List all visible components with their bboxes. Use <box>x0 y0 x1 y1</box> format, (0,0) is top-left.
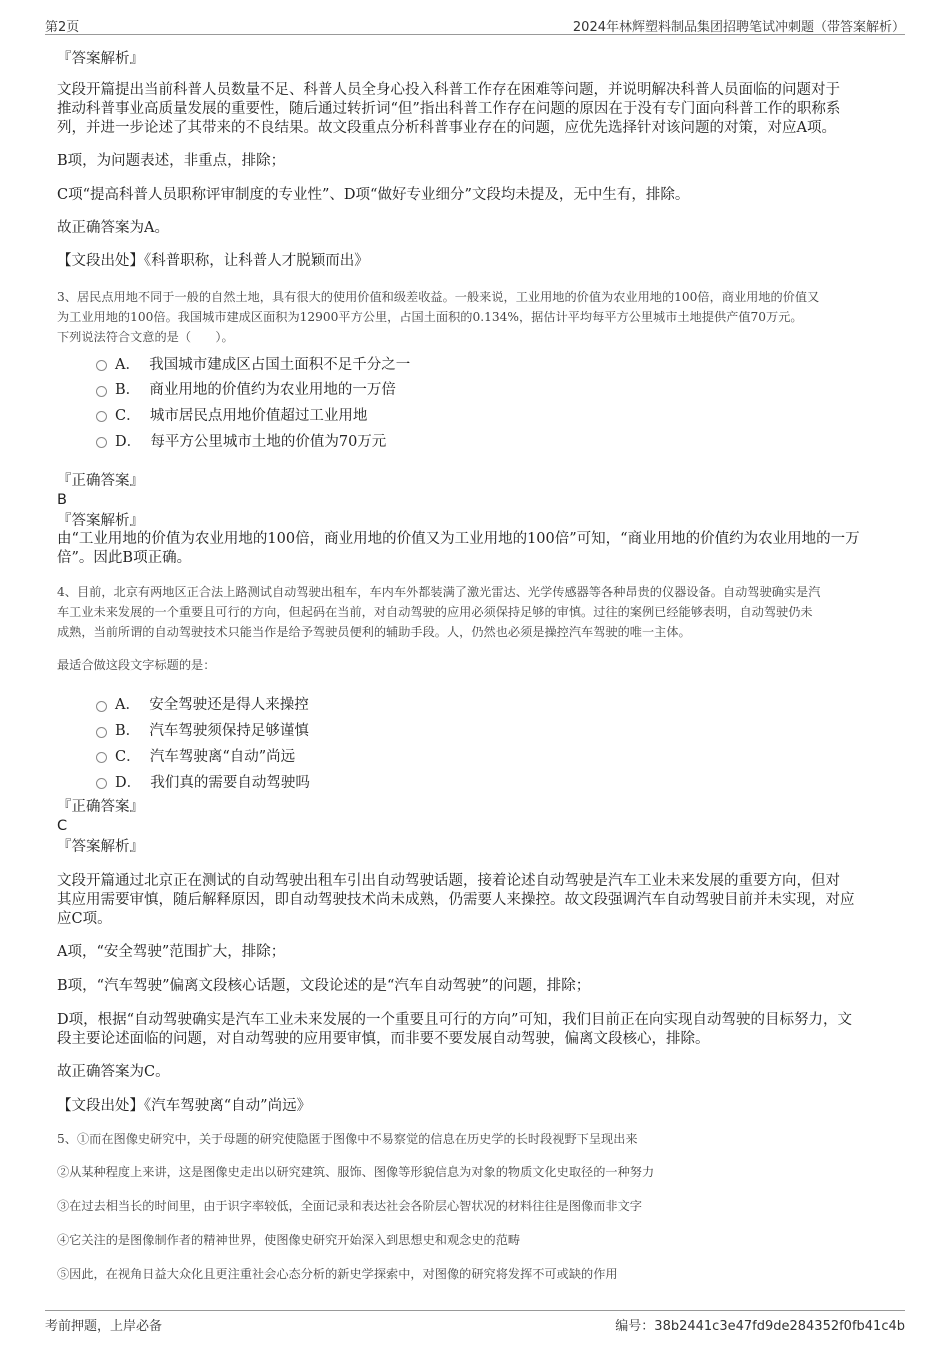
q4-option-d[interactable]: D． 我们真的需要自动驾驶吗 <box>115 775 310 791</box>
q2-analysis-line: 文段开篇提出当前科普人员数量不足、科普人员全身心投入科普工作存在困难等问题，并说明解决科普人员面临的问题对于 <box>57 82 840 98</box>
q4-option-b-radio[interactable] <box>96 727 107 738</box>
q4-answer-label: 『正确答案』 <box>57 799 144 815</box>
q3-analysis-label: 『答案解析』 <box>57 513 144 529</box>
q3-stem-line: 3、居民点用地不同于一般的自然土地，具有很大的使用价值和级差收益。一般来说，工业用地的价值为农业用地的100倍，商业用地的价值又 <box>57 290 820 304</box>
q4-d-note-line: D项，根据“自动驾驶确实是汽车工业未来发展的一个重要且可行的方向”可知，我们目前正在向实现自动驾驶的目标努力，文 <box>57 1012 852 1028</box>
q3-answer-label: 『正确答案』 <box>57 473 144 489</box>
q4-analysis-line: 其应用需要审慎，随后解释原因，即自动驾驶技术尚未成熟，仍需要人来操控。故文段强调汽车自动驾驶目前并未实现，对应 <box>57 892 855 908</box>
q2-b-note: B项，为问题表述，非重点，排除； <box>57 153 286 169</box>
q4-stem-line: 4、目前，北京有两地区正合法上路测试自动驾驶出租车，车内车外都装满了激光雷达、光学传感器等各种昂贵的仪器设备。自动驾驶确实是汽 <box>57 585 821 599</box>
q4-option-a-radio[interactable] <box>96 701 107 712</box>
q4-question: 最适合做这段文字标题的是： <box>57 658 216 672</box>
q2-analysis-line: 推动科普事业高质量发展的重要性，随后通过转折词“但”指出科普工作存在问题的原因在于没有专门面向科普工作的职称系 <box>57 101 841 117</box>
q2-source: 【文段出处】《科普职称，让科普人才脱颖而出》 <box>57 253 369 269</box>
q4-stem-line: 车工业未来发展的一个重要且可行的方向，但起码在当前，对自动驾驶的应用必须保持足够的审慎。过往的案例已经能够表明，自动驾驶仍未 <box>57 605 813 619</box>
q3-option-d[interactable]: D． 每平方公里城市土地的价值为70万元 <box>115 434 387 450</box>
q2-analysis-label: 『答案解析』 <box>57 51 144 67</box>
q5-item: 5、①而在图像史研究中，关于母题的研究使隐匿于图像中不易察觉的信息在历史学的长时段视野下呈现出来 <box>57 1132 638 1146</box>
q2-conclusion: 故正确答案为A。 <box>57 220 169 236</box>
q4-stem-line: 成熟，当前所谓的自动驾驶技术只能当作是给予驾驶员便利的辅助手段。人，仍然也必须是操控汽车驾驶的唯一主体。 <box>57 625 691 639</box>
q4-a-note: A项，“安全驾驶”范围扩大，排除； <box>57 944 286 960</box>
q3-stem-line: 下列说法符合文意的是（ ）。 <box>57 330 234 344</box>
q4-option-a[interactable]: A． 安全驾驶还是得人来操控 <box>115 697 309 713</box>
q4-answer: C <box>57 818 68 834</box>
q4-source: 【文段出处】《汽车驾驶离“自动”尚远》 <box>57 1098 312 1114</box>
q4-analysis-line: 文段开篇通过北京正在测试的自动驾驶出租车引出自动驾驶话题，接着论述自动驾驶是汽车工业未来发展的重要方向，但对 <box>57 873 840 889</box>
q3-analysis-line: 由“工业用地的价值为农业用地的100倍，商业用地的价值又为工业用地的100倍”可知，“商业用地的价值约为农业用地的一万 <box>57 531 860 547</box>
q3-stem-line: 为工业用地的100倍。我国城市建成区面积为12900平方公里，占国土面积的0.134%，据估计平均每平方公里城市土地提供产值70万元。 <box>57 310 803 324</box>
q3-option-a[interactable]: A． 我国城市建成区占国土面积不足千分之一 <box>115 357 411 373</box>
q4-analysis-label: 『答案解析』 <box>57 839 144 855</box>
q4-analysis-line: 应C项。 <box>57 911 112 927</box>
q5-item: ②从某种程度上来讲，这是图像史走出以研究建筑、服饰、图像等形貌信息为对象的物质文化史取径的一种努力 <box>57 1165 655 1179</box>
footer-slogan: 考前押题，上岸必备 <box>45 1319 163 1334</box>
page-number: 第2页 <box>45 20 80 35</box>
footer-code: 编号：38b2441c3e47fd9de284352f0fb41c4b <box>615 1319 905 1334</box>
q3-analysis-line: 倍”。因此B项正确。 <box>57 550 192 566</box>
q3-option-c[interactable]: C． 城市居民点用地价值超过工业用地 <box>115 408 368 424</box>
q4-option-d-radio[interactable] <box>96 778 107 789</box>
q3-option-a-radio[interactable] <box>96 360 107 371</box>
document-title: 2024年林辉塑料制品集团招聘笔试冲刺题（带答案解析） <box>572 20 905 35</box>
page-footer <box>45 1310 905 1333</box>
q4-option-b[interactable]: B． 汽车驾驶须保持足够谨慎 <box>115 723 309 739</box>
q3-option-b-radio[interactable] <box>96 386 107 397</box>
q4-conclusion: 故正确答案为C。 <box>57 1064 170 1080</box>
q2-analysis-line: 列，并进一步论述了其带来的不良结果。故文段重点分析科普事业存在的问题，应优先选择针对该问题的对策，对应A项。 <box>57 120 836 136</box>
q4-option-c-radio[interactable] <box>96 752 107 763</box>
q3-option-c-radio[interactable] <box>96 411 107 422</box>
q3-answer: B <box>57 492 67 508</box>
q4-b-note: B项，“汽车驾驶”偏离文段核心话题，文段论述的是“汽车自动驾驶”的问题，排除； <box>57 978 591 994</box>
q5-item: ⑤因此，在视角日益大众化且更注重社会心态分析的新史学探索中，对图像的研究将发挥不可或缺的作用 <box>57 1267 618 1281</box>
page-header <box>45 12 905 35</box>
q2-cd-note: C项“提高科普人员职称评审制度的专业性”、D项“做好专业细分”文段均未提及，无中生有，排除。 <box>57 187 690 203</box>
q4-d-note-line: 段主要论述面临的问题，对自动驾驶的应用要审慎，而非要不要发展自动驾驶，偏离文段核心，排除。 <box>57 1031 710 1047</box>
q5-item: ③在过去相当长的时间里，由于识字率较低，全面记录和表达社会各阶层心智状况的材料往往是图像而非文字 <box>57 1199 642 1213</box>
q5-item: ④它关注的是图像制作者的精神世界，使图像史研究开始深入到思想史和观念史的范畴 <box>57 1233 521 1247</box>
q4-option-c[interactable]: C． 汽车驾驶离“自动”尚远 <box>115 749 296 765</box>
q3-option-d-radio[interactable] <box>96 437 107 448</box>
q3-option-b[interactable]: B． 商业用地的价值约为农业用地的一万倍 <box>115 382 396 398</box>
